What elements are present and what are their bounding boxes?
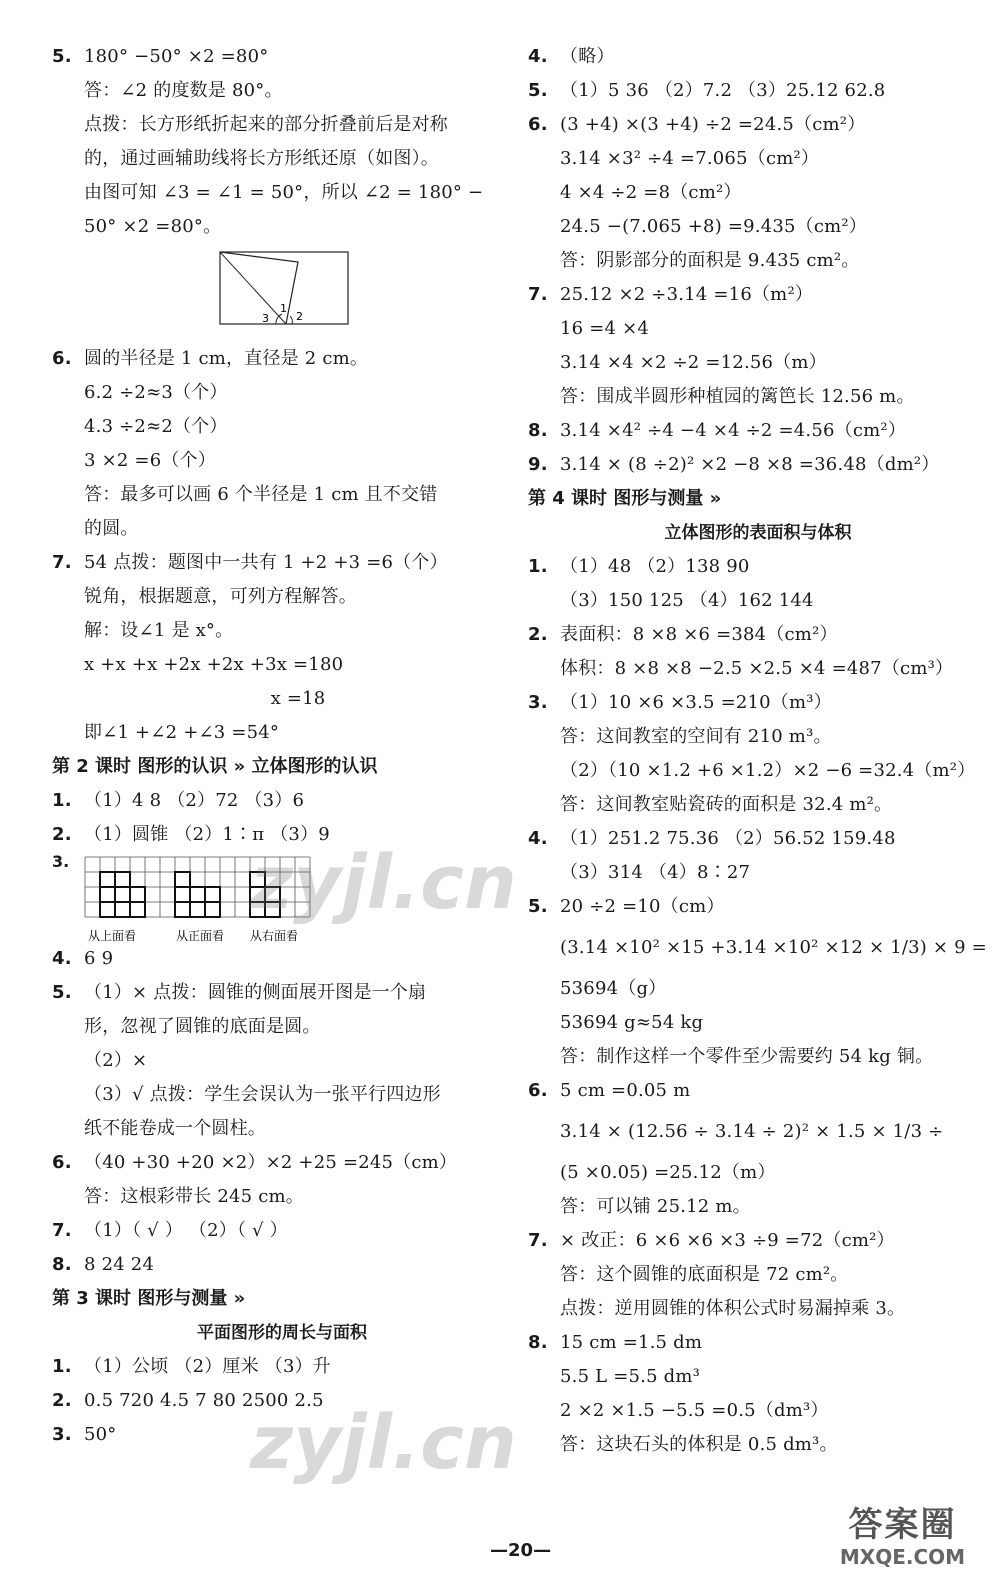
answer-text: 24.5 −(7.065 +8) =9.435（cm²） (560, 216, 868, 237)
question-number: 1. (52, 1356, 72, 1377)
answer-line (528, 1360, 988, 1394)
answer-text: 6 9 (84, 948, 114, 969)
answer-text: 20 ÷2 =10（cm） (560, 896, 725, 917)
answer-line (528, 176, 988, 210)
answer-line (52, 942, 512, 976)
view-square (190, 902, 205, 917)
answer-line (528, 1190, 988, 1224)
answer-line (52, 976, 512, 1010)
answer-text: （1）× 点拨：圆锥的侧面展开图是一个扇 (84, 982, 427, 1003)
answer-line (528, 1224, 988, 1258)
answer-text: 答：可以铺 25.12 m。 (560, 1196, 751, 1217)
answer-line (528, 244, 988, 278)
question-number: 1. (528, 556, 548, 577)
answer-text: 答：这间教室贴瓷砖的面积是 32.4 m²。 (560, 794, 893, 815)
question-number: 6. (528, 114, 548, 135)
view-square (175, 887, 190, 902)
section-subheading: 立体图形的表面积与体积 (664, 523, 852, 543)
answer-line (52, 342, 512, 376)
page-number-value: 20 (508, 1540, 534, 1561)
answer-line (528, 1326, 988, 1360)
answer-text: 答：∠2 的度数是 80°。 (84, 80, 283, 101)
view-caption: 从右面看 (250, 929, 299, 943)
question-number: 3. (52, 1424, 72, 1445)
answer-line (528, 856, 988, 890)
view-square (130, 902, 145, 917)
fold-figure-container (52, 250, 512, 342)
answer-text: 5 cm =0.05 m (560, 1080, 691, 1101)
answer-text: 180° −50° ×2 =80° (84, 46, 269, 67)
answer-text: 纸不能卷成一个圆柱。 (84, 1118, 266, 1139)
question-number: 9. (528, 454, 548, 475)
view-caption: 从正面看 (176, 929, 225, 943)
answer-text: 25.12 ×2 ÷3.14 =16（m²） (560, 284, 814, 305)
answer-line (52, 1248, 512, 1282)
answer-text: （1）（ √ ） （2）（ √ ） (84, 1220, 288, 1241)
answer-text: 53694（g） (560, 978, 667, 999)
answer-text: 答：这间教室的空间有 210 m³。 (560, 726, 832, 747)
answer-line (52, 818, 512, 852)
view-square (205, 887, 220, 902)
answer-line (52, 376, 512, 410)
answer-text: (3 +4) ×(3 +4) ÷2 =24.5（cm²） (560, 114, 866, 135)
answer-text: （1）圆锥 （2）1∶π （3）9 (84, 824, 330, 845)
answer-text: (3.14 ×10² ×15 +3.14 ×10² ×12 × 1/3) × 9 = (560, 937, 987, 958)
answer-line (52, 682, 512, 716)
answer-line (52, 478, 512, 512)
view-square (115, 872, 130, 887)
answer-text: 4 ×4 ÷2 =8（cm²） (560, 182, 742, 203)
answer-line (52, 1384, 512, 1418)
question-number: 6. (528, 1080, 548, 1101)
answer-text: x =18 (270, 688, 326, 709)
answer-line (528, 652, 988, 686)
view-square (100, 872, 115, 887)
question-number: 3. (52, 852, 70, 871)
answer-line (528, 1108, 988, 1156)
answer-line (52, 1010, 512, 1044)
question-number: 5. (528, 896, 548, 917)
view-square (100, 902, 115, 917)
answer-line (528, 618, 988, 652)
answer-line (528, 1074, 988, 1108)
section-subheading: 平面图形的周长与面积 (197, 1323, 367, 1343)
answer-text: 体积：8 ×8 ×8 −2.5 ×2.5 ×4 =487（cm³） (560, 658, 954, 679)
question-number: 7. (52, 1220, 72, 1241)
answer-text: 8 24 24 (84, 1254, 155, 1275)
answer-text: （2）× (84, 1050, 148, 1071)
question-number: 4. (528, 828, 548, 849)
answer-text: （1）公顷 （2）厘米 （3）升 (84, 1356, 331, 1377)
answer-text: 形，忽视了圆锥的底面是圆。 (84, 1016, 321, 1037)
question-number: 8. (528, 1332, 548, 1353)
answer-text: 16 =4 ×4 (560, 318, 650, 339)
view-square (130, 887, 145, 902)
answer-text: 答：阴影部分的面积是 9.435 cm²。 (560, 250, 860, 271)
answer-line (52, 142, 512, 176)
answer-text: （1）5 36 （2）7.2 （3）25.12 62.8 (560, 80, 886, 101)
question-number: 6. (52, 1152, 72, 1173)
answer-line (528, 74, 988, 108)
site-logo (815, 1505, 990, 1577)
view-square (115, 902, 130, 917)
question-number: 5. (52, 982, 72, 1003)
answer-text: 点拨：长方形纸折起来的部分折叠前后是对称 (84, 114, 448, 135)
folded-rectangle-figure (218, 250, 358, 330)
fold-diagonal (220, 252, 286, 324)
answer-text: 锐角，根据题意，可列方程解答。 (84, 586, 357, 607)
answer-text: 0.5 720 4.5 7 80 2500 2.5 (84, 1390, 324, 1411)
answer-text: （略） (560, 46, 615, 67)
answer-line (52, 648, 512, 682)
view-square (175, 872, 190, 887)
answer-line (52, 716, 512, 750)
angle-label: 2 (296, 310, 303, 323)
view-square (250, 887, 265, 902)
angle-label: 1 (280, 302, 287, 315)
answer-text: 3.14 ×4² ÷4 −4 ×4 ÷2 =4.56（cm²） (560, 420, 907, 441)
section-heading: 第 4 课时 图形与测量 » (528, 488, 722, 509)
answer-text: 由图可知 ∠3 = ∠1 = 50°，所以 ∠2 = 180° − (84, 182, 484, 203)
answer-line (52, 1112, 512, 1146)
answer-line (528, 550, 988, 584)
answer-text: （1）48 （2）138 90 (560, 556, 750, 577)
answer-line (528, 380, 988, 414)
question-number: 7. (528, 1230, 548, 1251)
view-square (265, 902, 280, 917)
answer-line (528, 1006, 988, 1040)
answer-line (52, 40, 512, 74)
logo-bottom-text: MXQE.COM (839, 1545, 966, 1569)
section-heading: 第 3 课时 图形与测量 » (52, 1288, 246, 1309)
view-square (100, 887, 115, 902)
answer-line (528, 1428, 988, 1462)
answer-text: 的，通过画辅助线将长方形纸还原（如图）。 (84, 148, 439, 169)
answer-line (52, 1180, 512, 1214)
answer-line (52, 546, 512, 580)
angle-label: 3 (262, 312, 269, 325)
answer-line (52, 512, 512, 546)
answer-line (528, 686, 988, 720)
answer-text: 3.14 ×4 ×2 ÷2 =12.56（m） (560, 352, 827, 373)
answer-line (528, 40, 988, 74)
answer-line (528, 1156, 988, 1190)
answer-text: （3）√ 点拨：学生会误认为一张平行四边形 (84, 1084, 441, 1105)
answer-line (528, 972, 988, 1006)
answer-line (528, 1258, 988, 1292)
answer-text: 2 ×2 ×1.5 −5.5 =0.5（dm³） (560, 1400, 829, 1421)
view-square (115, 887, 130, 902)
answer-line (52, 1044, 512, 1078)
answer-line (528, 142, 988, 176)
answer-text: （1）4 8 （2）72 （3）6 (84, 790, 305, 811)
answer-line (528, 584, 988, 618)
answer-text: （40 +30 +20 ×2）×2 +25 =245（cm） (84, 1152, 458, 1173)
answer-line (528, 754, 988, 788)
answer-line (52, 852, 512, 942)
answer-line (528, 720, 988, 754)
answer-text: 3 ×2 =6（个） (84, 450, 216, 471)
question-number: 1. (52, 790, 72, 811)
three-views-grid-figure (84, 856, 324, 946)
section-heading: 第 2 课时 图形的认识 » 立体图形的认识 (52, 756, 378, 777)
question-number: 8. (528, 420, 548, 441)
answer-line (528, 788, 988, 822)
answer-text: 53694 g≈54 kg (560, 1012, 704, 1033)
answer-line (52, 210, 512, 244)
answer-line (52, 1418, 512, 1452)
view-square (175, 902, 190, 917)
answer-line (52, 108, 512, 142)
page-number: —20— (490, 1540, 552, 1561)
question-number: 8. (52, 1254, 72, 1275)
angle-arc-2 (290, 316, 292, 324)
question-number: 6. (52, 348, 72, 369)
answer-line (528, 822, 988, 856)
answer-line (52, 1350, 512, 1384)
question-number: 3. (528, 692, 548, 713)
view-square (250, 872, 265, 887)
watermark: zyjl.cn (250, 840, 517, 926)
answer-line (52, 1078, 512, 1112)
answer-text: 答：这个圆锥的底面积是 72 cm²。 (560, 1264, 849, 1285)
answer-line (528, 890, 988, 924)
answer-text: 答：这根彩带长 245 cm。 (84, 1186, 304, 1207)
answer-text: （3）314 （4）8∶27 (560, 862, 751, 883)
view-caption: 从上面看 (88, 929, 137, 943)
view-square (250, 902, 265, 917)
answer-text: × 改正：6 ×6 ×6 ×3 ÷9 =72（cm²） (560, 1230, 895, 1251)
answer-line (52, 580, 512, 614)
answer-text: 表面积：8 ×8 ×6 =384（cm²） (560, 624, 838, 645)
answer-text: (5 ×0.05) =25.12（m） (560, 1162, 776, 1183)
answer-text: 5.5 L =5.5 dm³ (560, 1366, 701, 1387)
answer-line (528, 1040, 988, 1074)
question-number: 4. (52, 948, 72, 969)
answer-text: 解：设∠1 是 x°。 (84, 620, 234, 641)
answer-line (52, 74, 512, 108)
answer-text: 答：制作这样一个零件至少需要约 54 kg 铜。 (560, 1046, 934, 1067)
answer-text: 点拨：逆用圆锥的体积公式时易漏掉乘 3。 (560, 1298, 906, 1319)
answer-text: （2）（10 ×1.2 +6 ×1.2）×2 −6 =32.4（m²） (560, 760, 976, 781)
answer-line (528, 924, 988, 972)
view-square (265, 887, 280, 902)
answer-text: 3.14 ×3² ÷4 =7.065（cm²） (560, 148, 820, 169)
answer-text: （3）150 125 （4）162 144 (560, 590, 814, 611)
answer-line (528, 414, 988, 448)
answer-line (52, 444, 512, 478)
question-number: 5. (52, 46, 72, 67)
answer-line (52, 1214, 512, 1248)
answer-text: 的圆。 (84, 518, 139, 539)
answer-line (528, 346, 988, 380)
answer-line (52, 410, 512, 444)
view-square (190, 887, 205, 902)
question-number: 2. (52, 824, 72, 845)
question-number: 7. (528, 284, 548, 305)
watermark: zyjl.cn (250, 1400, 517, 1486)
left-column (52, 40, 512, 1452)
logo-top-text: 答案圈 (848, 1505, 957, 1545)
answer-line (528, 448, 988, 482)
answer-text: 50° (84, 1424, 117, 1445)
question-number: 2. (52, 1390, 72, 1411)
answer-line (528, 278, 988, 312)
question-number: 4. (528, 46, 548, 67)
answer-text: 即∠1 +∠2 +∠3 =54° (84, 722, 280, 743)
answer-text: x +x +x +2x +2x +3x =180 (84, 654, 344, 675)
answer-text: 3.14 × (8 ÷2)² ×2 −8 ×8 =36.48（dm²） (560, 454, 940, 475)
answer-line (528, 1292, 988, 1326)
answer-text: （1）10 ×6 ×3.5 =210（m³） (560, 692, 832, 713)
answer-text: 15 cm =1.5 dm (560, 1332, 703, 1353)
answer-text: 答：围成半圆形种植园的篱笆长 12.56 m。 (560, 386, 915, 407)
question-number: 2. (528, 624, 548, 645)
answer-line (52, 1146, 512, 1180)
answer-line (52, 176, 512, 210)
right-column (528, 40, 988, 1462)
answer-text: 答：这块石头的体积是 0.5 dm³。 (560, 1434, 838, 1455)
answer-line (52, 614, 512, 648)
answer-line (52, 784, 512, 818)
question-number: 7. (52, 552, 72, 573)
answer-text: 圆的半径是 1 cm，直径是 2 cm。 (84, 348, 369, 369)
view-square (205, 902, 220, 917)
question-number: 5. (528, 80, 548, 101)
answer-line (528, 1394, 988, 1428)
answer-text: 6.2 ÷2≈3（个） (84, 382, 228, 403)
answer-text: 4.3 ÷2≈2（个） (84, 416, 228, 437)
answer-text: 3.14 × (12.56 ÷ 3.14 ÷ 2)² × 1.5 × 1/3 ÷ (560, 1121, 944, 1142)
answer-line (528, 312, 988, 346)
answer-text: （1）251.2 75.36 （2）56.52 159.48 (560, 828, 896, 849)
answer-line (528, 108, 988, 142)
answer-text: 50° ×2 =80°。 (84, 216, 222, 237)
answer-line (528, 210, 988, 244)
answer-text: 54 点拨：题图中一共有 1 +2 +3 =6（个） (84, 552, 448, 573)
answer-text: 答：最多可以画 6 个半径是 1 cm 且不交错 (84, 484, 438, 505)
